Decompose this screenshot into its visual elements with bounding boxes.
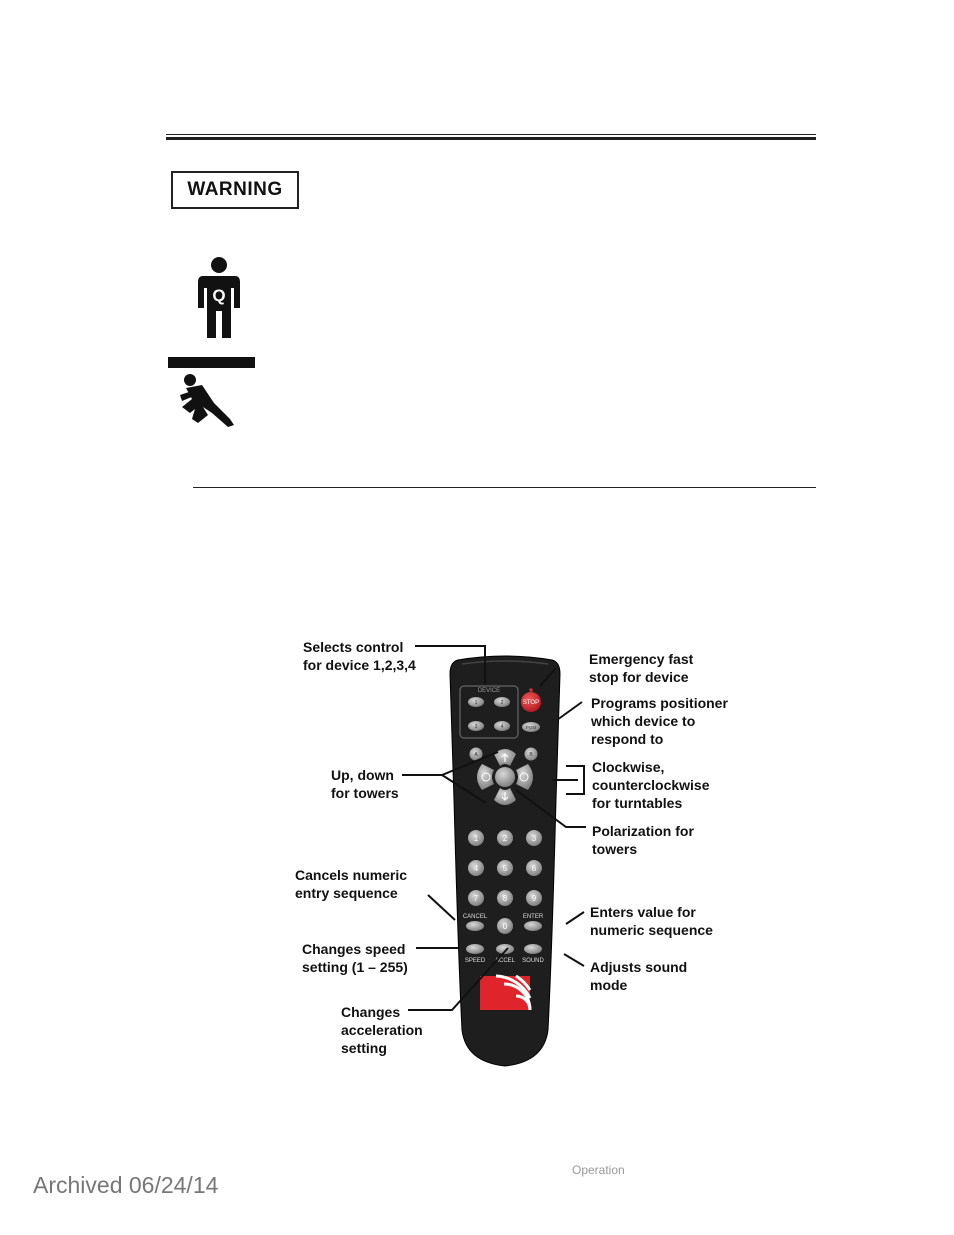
svg-text:Q: Q bbox=[212, 286, 226, 305]
a-label: A bbox=[474, 752, 478, 758]
pgm-label: PGM bbox=[525, 725, 537, 730]
device-area-label: DEVICE bbox=[477, 688, 501, 694]
sound-label: SOUND bbox=[522, 958, 544, 964]
callout-programs-positioner: Programs positioner which device to respond to bbox=[591, 695, 728, 747]
num-key-8: 8 bbox=[502, 894, 508, 903]
accel-label: ACCEL bbox=[494, 958, 516, 964]
device-key-2: 2 bbox=[500, 700, 504, 706]
device-key-1: 1 bbox=[474, 700, 478, 706]
num-key-9: 9 bbox=[531, 894, 537, 903]
b-label: B bbox=[529, 752, 533, 758]
num-key-4: 4 bbox=[473, 864, 479, 873]
num-key-1: 1 bbox=[473, 834, 479, 843]
num-key-5: 5 bbox=[502, 864, 508, 873]
warning-label: WARNING bbox=[171, 171, 299, 209]
num-key-6: 6 bbox=[531, 864, 537, 873]
archived-watermark: Archived 06/24/14 bbox=[33, 1172, 219, 1198]
cancel-label: CANCEL bbox=[462, 914, 488, 920]
speed-label: SPEED bbox=[464, 958, 486, 964]
callout-emergency-stop: Emergency fast stop for device bbox=[589, 651, 694, 685]
footer-section-label: Operation bbox=[572, 1163, 625, 1177]
num-key-3: 3 bbox=[531, 834, 537, 843]
callout-changes-speed: Changes speed setting (1 – 255) bbox=[302, 941, 408, 975]
callout-enters-value: Enters value for numeric sequence bbox=[590, 904, 713, 938]
callout-adjusts-sound: Adjusts sound mode bbox=[590, 959, 688, 993]
callout-polarization: Polarization for towers bbox=[592, 823, 694, 857]
enter-label: ENTER bbox=[522, 914, 544, 920]
callout-changes-acceleration: Changes acceleration setting bbox=[341, 1004, 423, 1056]
callout-clockwise: Clockwise, counterclockwise for turntables bbox=[592, 759, 710, 811]
device-key-3: 3 bbox=[474, 724, 478, 730]
callout-cancels-numeric: Cancels numeric entry sequence bbox=[295, 867, 408, 901]
callout-up-down: Up, down for towers bbox=[331, 767, 399, 801]
stop-label: STOP bbox=[522, 700, 540, 706]
device-key-4: 4 bbox=[500, 724, 504, 730]
callout-selects-control: Selects control for device 1,2,3,4 bbox=[303, 639, 416, 673]
num-key-2: 2 bbox=[502, 834, 508, 843]
num-key-0: 0 bbox=[502, 922, 508, 931]
num-key-7: 7 bbox=[473, 894, 479, 903]
